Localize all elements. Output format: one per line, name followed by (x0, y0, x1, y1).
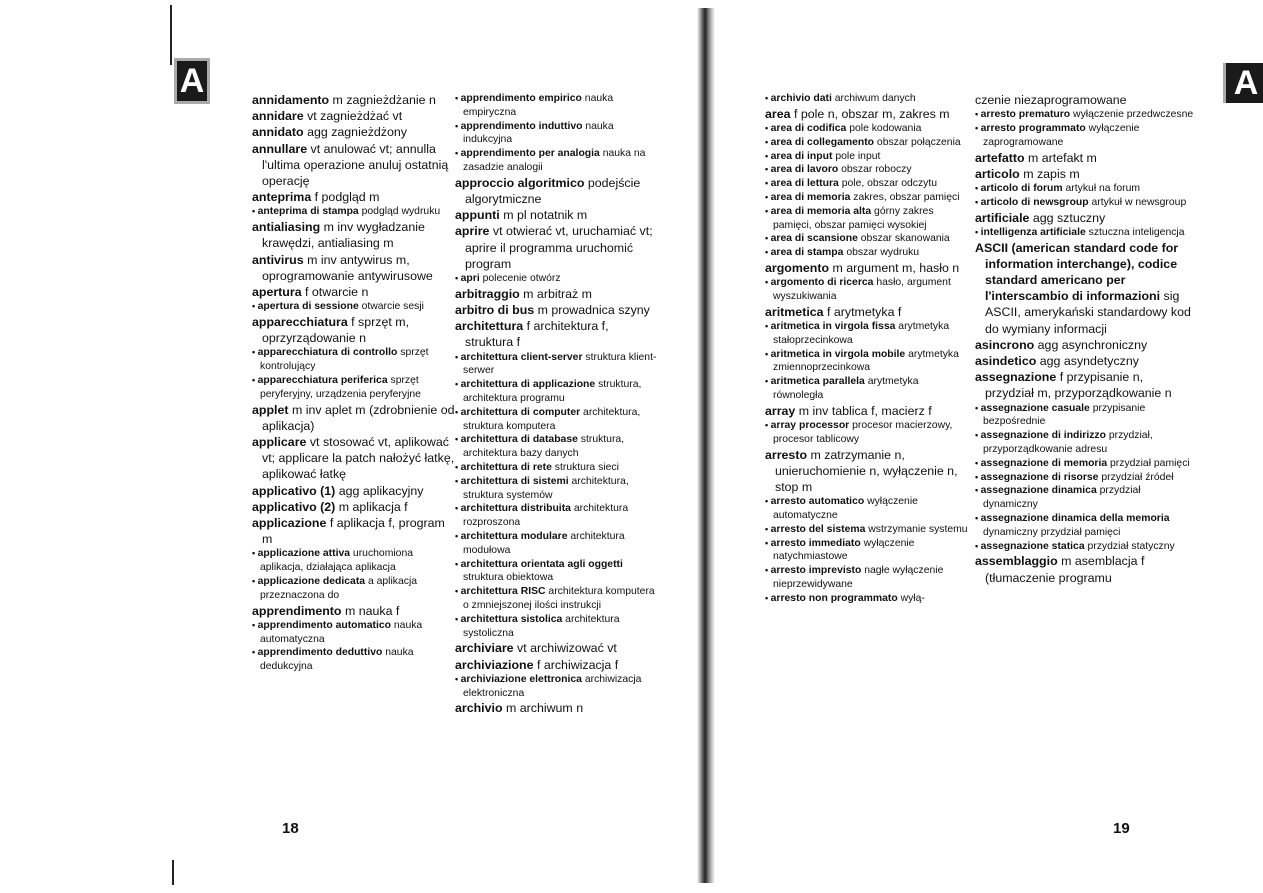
sub-entry (252, 300, 457, 314)
translation: górny zakres pamięci, obszar pamięci wysokiej (773, 205, 934, 231)
headword: appunti (455, 208, 500, 223)
sub-entry (765, 276, 970, 304)
headword: • architettura RISC (455, 586, 546, 597)
translation: f archiwizacja f (533, 657, 619, 672)
translation: przydział, przyporządkowanie adresu (983, 430, 1153, 456)
sub-entry (455, 530, 660, 558)
translation: m inv antywirus m, oprogramowanie antywirusowe (262, 252, 433, 283)
headword: • architettura di applicazione (455, 379, 595, 390)
translation: uruchomiona aplikacja, działająca aplikacja (260, 548, 414, 574)
headword: applicare (252, 435, 307, 450)
sub-entry (975, 512, 1195, 540)
dictionary-entry (975, 150, 1195, 166)
headword: • argomento di ricerca (765, 277, 873, 288)
sub-entry (765, 348, 970, 376)
translation: m archiwum n (502, 701, 584, 716)
sub-entry (455, 351, 660, 379)
translation: m zapis m (1019, 166, 1080, 181)
dictionary-entry (252, 141, 457, 190)
headword: • area di memoria alta (765, 206, 871, 217)
translation: vt archiwizować vt (513, 641, 617, 656)
dictionary-column-2 (455, 92, 660, 717)
headword: • area di stampa (765, 247, 843, 258)
translation: przydział pamięci (1107, 457, 1190, 469)
dictionary-entry (455, 700, 660, 716)
headword: • arresto prematuro (975, 109, 1070, 120)
headword: • apprendimento automatico (252, 620, 391, 631)
headword: arresto (765, 447, 808, 462)
dictionary-entry (975, 166, 1195, 182)
headword: • architettura sistolica (455, 614, 562, 625)
sub-entry (455, 475, 660, 503)
page-number-left: 18 (282, 820, 299, 837)
translation: f architektura f, struktura f (465, 319, 609, 350)
sub-entry (765, 419, 970, 447)
sub-entry (455, 461, 660, 475)
headword: • assegnazione di memoria (975, 458, 1107, 469)
translation: f otwarcie n (301, 285, 369, 300)
sub-entry (455, 613, 660, 641)
translation: przypisanie bezpośrednie (983, 402, 1146, 428)
dictionary-entry (765, 447, 970, 496)
translation: arytmetyka równoległa (773, 376, 919, 401)
dictionary-entry (975, 353, 1195, 369)
translation: m arbitraż m (519, 286, 593, 301)
headword: • architettura di database (455, 434, 578, 445)
sub-entry (765, 495, 970, 523)
dictionary-entry (765, 106, 970, 122)
dictionary-entry (765, 403, 970, 419)
headword: apprendimento (252, 603, 342, 618)
headword: • aritmetica parallela (765, 376, 865, 387)
translation: architektura, struktura systemów (463, 475, 629, 501)
sub-entry (252, 619, 457, 647)
dictionary-entry (252, 314, 457, 346)
translation: struktura sieci (551, 461, 619, 473)
translation: f podgląd m (311, 190, 380, 205)
dictionary-entry (455, 286, 660, 302)
translation: f arytmetyka f (823, 304, 902, 319)
dictionary-entry (455, 223, 660, 272)
dictionary-entry (252, 108, 457, 124)
dictionary-entry (765, 260, 970, 276)
left-page-edge-line (170, 5, 172, 65)
headword: applicativo (2) (252, 499, 336, 514)
translation: m pl notatnik m (499, 208, 588, 223)
translation: hasło, argument wyszukiwania (773, 277, 951, 302)
sub-entry (455, 433, 660, 461)
headword: • assegnazione dinamica della memoria (975, 513, 1170, 524)
dictionary-entry (252, 434, 457, 483)
translation: architektura systoliczna (463, 613, 620, 639)
sub-entry (765, 320, 970, 348)
headword: • arresto immediato (765, 538, 861, 549)
translation: nauka na zasadzie analogii (463, 148, 646, 173)
dictionary-column-1 (252, 92, 457, 674)
sub-entry (765, 232, 970, 246)
sub-entry (455, 272, 660, 286)
sub-entry (765, 150, 970, 164)
translation: pole kodowania (846, 123, 922, 134)
dictionary-entry (252, 284, 457, 300)
translation: podgląd wydruku (358, 206, 441, 218)
translation: vt anulować vt; annulla l'ultima operazione anuluj ostatnią operację (262, 141, 449, 189)
headword: • architettura client-server (455, 352, 583, 363)
translation: m prowadnica szyny (534, 303, 650, 317)
dictionary-entry (765, 304, 970, 320)
translation: a aplikacja przeznaczona do (260, 576, 418, 601)
translation: m nauka f (341, 603, 400, 618)
sub-entry (975, 402, 1195, 430)
translation: m zatrzymanie n, unieruchomienie n, wyłączenie n, stop m (775, 447, 958, 494)
headword: • articolo di newsgroup (975, 197, 1089, 208)
headword: • architettura distribuita (455, 503, 571, 514)
sub-entry (765, 92, 970, 106)
sub-entry (765, 592, 970, 606)
translation: vt stosować vt, aplikować vt; applicare la patch nałożyć łatkę, aplikować łatkę (262, 435, 455, 482)
headword: • architettura di rete (455, 462, 552, 473)
translation: zakres, obszar pamięci (850, 191, 960, 203)
headword: • intelligenza artificiale (975, 227, 1086, 238)
headword: • assegnazione di risorse (975, 472, 1098, 483)
headword: • architettura orientata agli oggetti (455, 559, 623, 570)
sub-entry (975, 182, 1195, 196)
headword: • area di codifica (765, 123, 846, 134)
dictionary-entry (975, 553, 1195, 585)
headword: • architettura di computer (455, 407, 580, 418)
headword: • applicazione attiva (252, 548, 350, 559)
translation: podejście algorytmiczne (465, 175, 641, 206)
dictionary-entry (455, 640, 660, 656)
headword: • aritmetica in virgola mobile (765, 349, 905, 360)
headword: area (765, 106, 791, 121)
headword: • apri (455, 273, 480, 284)
sub-entry (765, 122, 970, 136)
dictionary-entry (455, 318, 660, 350)
headword: • apertura di sessione (252, 301, 359, 312)
headword: apparecchiatura (252, 315, 348, 330)
translation: sprzęt kontrolujący (260, 347, 429, 373)
translation: otwarcie sesji (358, 301, 424, 313)
headword: annidamento (252, 93, 330, 107)
headword: annullare (252, 141, 308, 156)
sub-entry (975, 429, 1195, 457)
headword: • apparecchiatura di controllo (252, 347, 397, 358)
translation: nauka empiryczna (463, 93, 614, 118)
dictionary-column-4 (975, 92, 1195, 586)
dictionary-entry (455, 207, 660, 223)
sub-entry (252, 547, 457, 575)
headword: • arresto programmato (975, 123, 1086, 134)
headword: apertura (252, 285, 302, 300)
headword: • assegnazione casuale (975, 403, 1090, 414)
dictionary-entry (975, 210, 1195, 226)
headword: applicazione (252, 516, 327, 531)
headword: • applicazione dedicata (252, 576, 365, 587)
sub-entry (455, 92, 660, 120)
headword: • apprendimento per analogia (455, 148, 600, 159)
translation: agg zagnieżdżony (303, 125, 407, 140)
translation: arytmetyka zmiennoprzecinkowa (773, 348, 959, 374)
translation: m aplikacja f (335, 499, 408, 514)
translation: m inv aplet m (zdrobnienie od aplikacja) (262, 402, 455, 433)
headword: • apparecchiatura periferica (252, 375, 388, 386)
headword: • area di lavoro (765, 164, 838, 175)
headword: aritmetica (765, 304, 824, 319)
translation: f pole n, obszar m, zakres m (790, 106, 950, 121)
sub-entry (455, 502, 660, 530)
left-page-edge-line-lower (172, 860, 174, 885)
dictionary-entry (252, 124, 457, 140)
dictionary-entry (252, 515, 457, 547)
translation: m artefakt m (1024, 150, 1097, 165)
sub-entry (455, 585, 660, 613)
translation: nauka indukcyjna (463, 120, 614, 146)
headword: • area di scansione (765, 233, 858, 244)
dictionary-entry (252, 402, 457, 434)
headword: • arresto automatico (765, 496, 864, 507)
translation: przydział źródeł (1098, 471, 1174, 483)
headword: • archiviazione elettronica (455, 674, 582, 685)
headword: • apprendimento deduttivo (252, 647, 382, 658)
translation: agg asyndetyczny (1036, 354, 1139, 369)
translation: wyłączenie przedwczesne (1070, 109, 1194, 121)
translation: m asemblacja f (tłumaczenie programu (985, 554, 1145, 585)
page-number-right: 19 (1113, 820, 1130, 837)
translation: agg sztuczny (1029, 210, 1106, 225)
headword: • architettura modulare (455, 531, 567, 542)
translation: struktura obiektowa (463, 572, 554, 584)
sub-entry (765, 163, 970, 177)
translation: archiwizacja elektroniczna (463, 673, 642, 699)
sub-entry (975, 108, 1195, 122)
sub-entry (455, 558, 660, 586)
translation: nauka dedukcyjna (260, 647, 414, 673)
translation: f przypisanie n, przydział m, przyporządkowanie n (985, 370, 1172, 401)
translation: agg asynchroniczny (1034, 337, 1148, 352)
translation: artykuł na forum (1062, 183, 1141, 194)
dictionary-entry (252, 252, 457, 284)
headword: artificiale (975, 210, 1030, 225)
headword: • architettura di sistemi (455, 476, 569, 487)
headword: • apprendimento induttivo (455, 121, 582, 132)
dictionary-entry (252, 92, 457, 108)
headword: • area di lettura (765, 178, 839, 189)
headword: archiviazione (455, 657, 534, 672)
translation: nauka automatyczna (260, 619, 423, 645)
dictionary-entry (252, 189, 457, 205)
sub-entry (975, 471, 1195, 485)
sub-entry (455, 673, 660, 701)
translation: vt zagnieżdżać vt (303, 109, 403, 124)
dictionary-entry (975, 92, 1195, 108)
translation: procesor macierzowy, procesor tablicowy (773, 419, 953, 445)
translation: przydział statyczny (1084, 540, 1175, 552)
translation: architektura rozproszona (463, 503, 629, 529)
headword: assegnazione (975, 370, 1057, 385)
headword: antialiasing (252, 220, 321, 235)
sub-entry (975, 122, 1195, 150)
translation: struktura, architektura programu (463, 379, 642, 404)
headword: aprire (455, 224, 490, 239)
dictionary-entry (975, 369, 1195, 401)
translation: sig ASCII, amerykański standardowy kod do wymiany informacji (985, 289, 1191, 336)
sub-entry (455, 147, 660, 175)
translation: m zagnieżdżanie n (329, 93, 436, 107)
dictionary-entry (252, 483, 457, 499)
dictionary-entry (975, 240, 1195, 337)
translation: arytmetyka stałoprzecinkowa (773, 320, 950, 346)
headword: assemblaggio (975, 554, 1058, 569)
headword: • articolo di forum (975, 183, 1063, 194)
headword: • apprendimento empirico (455, 93, 582, 104)
dictionary-entry (455, 175, 660, 207)
sub-entry (455, 406, 660, 434)
headword: asincrono (975, 337, 1035, 352)
letter-tab-right: A (1223, 63, 1263, 103)
translation: obszar skanowania (857, 233, 950, 245)
headword: • aritmetica in virgola fissa (765, 321, 895, 332)
sub-entry (765, 246, 970, 260)
dictionary-column-3 (765, 92, 970, 606)
book-gutter (697, 8, 715, 883)
headword: artefatto (975, 150, 1025, 165)
headword: architettura (455, 319, 524, 334)
sub-entry (765, 177, 970, 191)
headword: arbitraggio (455, 286, 520, 301)
headword: applicativo (1) (252, 483, 336, 498)
sub-entry (765, 191, 970, 205)
headword: • archivio dati (765, 93, 832, 104)
sub-entry (765, 564, 970, 592)
translation: architektura modułowa (463, 530, 625, 556)
sub-entry (765, 205, 970, 233)
sub-entry (765, 523, 970, 537)
dictionary-entry (975, 337, 1195, 353)
headword: articolo (975, 166, 1020, 181)
translation: obszar wydruku (843, 247, 920, 259)
translation: pole, obszar odczytu (838, 178, 938, 190)
translation: obszar roboczy (838, 164, 912, 176)
headword: applet (252, 402, 289, 417)
dictionary-entry (455, 657, 660, 673)
translation: m inv tablica f, macierz f (795, 403, 932, 418)
translation: artykuł w newsgroup (1088, 196, 1187, 208)
headword: antivirus (252, 252, 304, 267)
sub-entry (455, 378, 660, 406)
sub-entry (975, 540, 1195, 554)
headword: • area di memoria (765, 192, 850, 203)
translation: wstrzymanie systemu (865, 523, 968, 535)
headword: • anteprima di stampa (252, 206, 359, 217)
dictionary-entry (252, 499, 457, 515)
headword: • arresto imprevisto (765, 565, 861, 576)
translation: architektura, struktura komputera (463, 406, 641, 432)
headword: • arresto non programmato (765, 593, 898, 604)
translation: pole input (832, 150, 881, 162)
sub-entry (765, 375, 970, 403)
headword: ASCII (american standard code for information interchange), codice standard americano per l'interscambio di informazioni (975, 240, 1179, 304)
translation: struktura, architektura bazy danych (463, 434, 625, 460)
headword: arbitro di bus (455, 303, 535, 317)
headword: archiviare (455, 641, 514, 656)
translation: wyłączenie automatyczne (773, 496, 918, 521)
sub-entry (765, 136, 970, 150)
sub-entry (455, 120, 660, 148)
letter-tab-left: A (174, 58, 210, 104)
dictionary-entry (455, 302, 660, 318)
translation: obszar połączenia (874, 136, 961, 148)
headword: archivio (455, 701, 503, 716)
sub-entry (975, 484, 1195, 512)
translation: wyłą- (897, 592, 925, 604)
translation: wyłączenie zaprogramowane (983, 123, 1140, 148)
headword: array (765, 403, 796, 418)
headword: • assegnazione dinamica (975, 485, 1097, 496)
sub-entry (252, 374, 457, 402)
headword: argomento (765, 260, 830, 275)
headword: annidare (252, 109, 304, 124)
translation: czenie niezaprogramowane (975, 93, 1127, 107)
headword: asindetico (975, 354, 1037, 369)
sub-entry (975, 226, 1195, 240)
translation: sprzęt peryferyjny, urządzenia peryferyjne (260, 375, 421, 400)
headword: • assegnazione di indirizzo (975, 430, 1106, 441)
translation: struktura klient-serwer (463, 351, 657, 377)
dictionary-entry (252, 603, 457, 619)
headword: • assegnazione statica (975, 541, 1085, 552)
headword: approccio algoritmico (455, 175, 585, 190)
translation: wyłączenie natychmiastowe (773, 537, 915, 563)
translation: agg aplikacyjny (335, 483, 424, 498)
headword: anteprima (252, 190, 312, 205)
translation: m inv wygładzanie krawędzi, antialiasing m (262, 220, 425, 251)
sub-entry (975, 457, 1195, 471)
headword: • arresto del sistema (765, 524, 865, 535)
headword: • area di input (765, 151, 832, 162)
translation: f aplikacja f, program m (262, 516, 445, 547)
headword: • array processor (765, 420, 849, 431)
translation: dynamiczny przydział pamięci (983, 526, 1121, 538)
sub-entry (765, 537, 970, 565)
translation: archiwum danych (831, 93, 916, 104)
dictionary-entry (252, 219, 457, 251)
translation: przydział dynamiczny (983, 485, 1141, 511)
sub-entry (252, 205, 457, 219)
translation: architektura komputera o zmniejszonej ilości instrukcji (463, 586, 655, 611)
translation: nagłe wyłączenie nieprzewidywane (773, 565, 944, 590)
translation: m argument m, hasło n (829, 260, 960, 275)
sub-entry (252, 346, 457, 374)
headword: annidato (252, 125, 304, 140)
translation: sztuczna inteligencja (1085, 226, 1185, 238)
translation: f sprzęt m, oprzyrządowanie n (262, 315, 410, 346)
sub-entry (975, 196, 1195, 210)
translation: polecenie otwórz (479, 273, 561, 284)
headword: • area di collegamento (765, 137, 874, 148)
sub-entry (252, 575, 457, 603)
translation: vt otwierać vt, uruchamiać vt; aprire il programma uruchomić program (465, 224, 653, 271)
sub-entry (252, 646, 457, 674)
